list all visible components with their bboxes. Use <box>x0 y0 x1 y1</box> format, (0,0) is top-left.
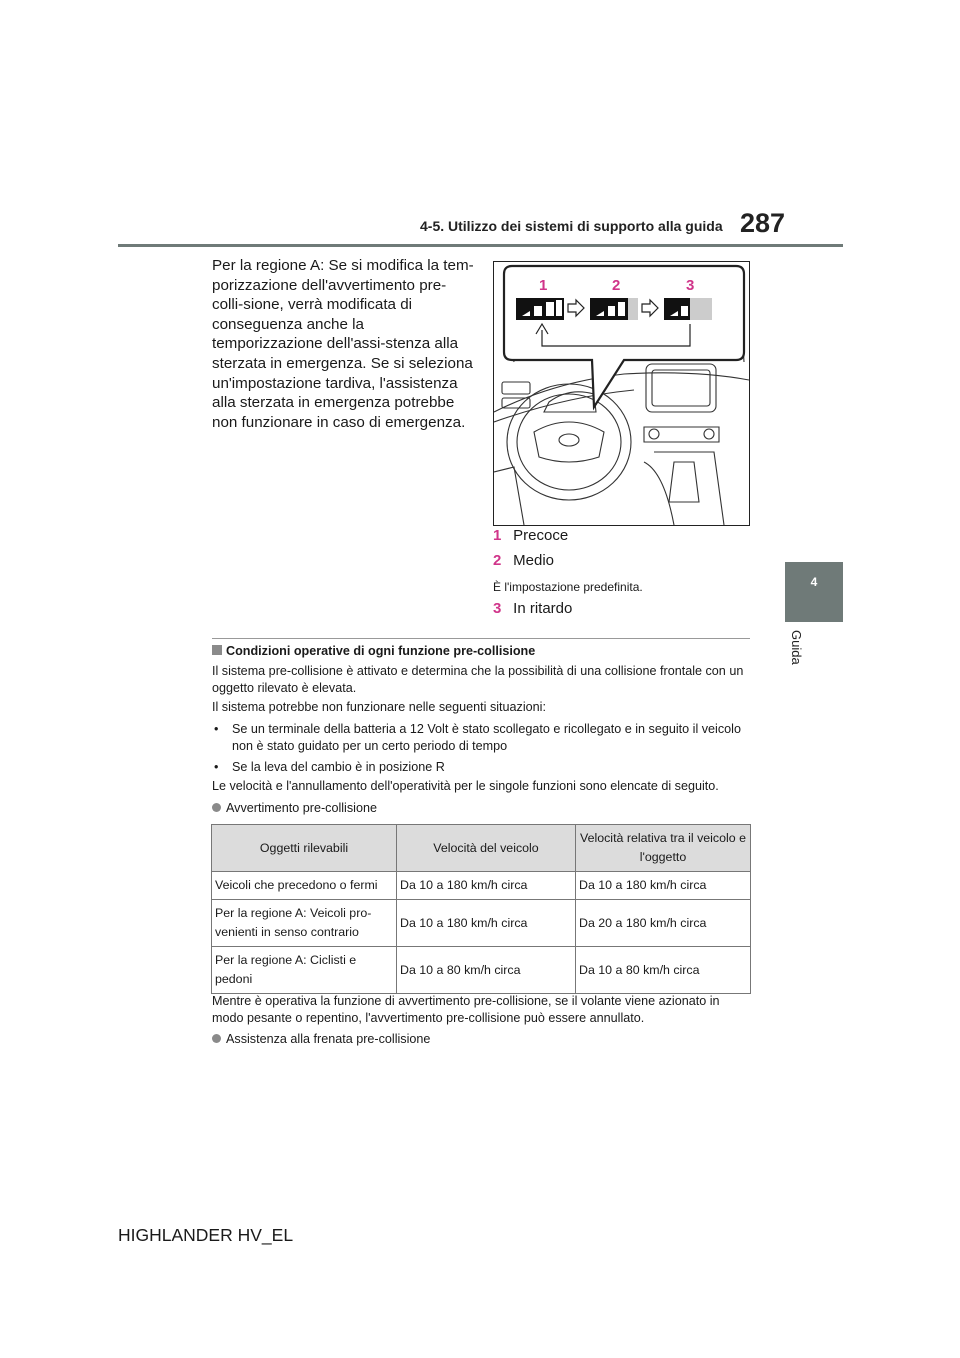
square-bullet-icon <box>212 645 222 655</box>
section-rule <box>212 638 750 639</box>
legend-number: 1 <box>493 527 502 544</box>
legend-number: 2 <box>493 552 502 569</box>
legend-label: Precoce <box>513 527 569 544</box>
table-row <box>212 872 751 900</box>
table-cell: Da 10 a 80 km/h circa <box>576 947 751 994</box>
list-item: • Se un terminale della batteria a 12 Volt è stato scollegato e ricollegato e in seguito il veicolo non è stato guidato per un certo periodo di tempo <box>214 722 741 753</box>
table-row <box>212 947 751 994</box>
table-cell: Da 20 a 180 km/h circa <box>576 900 751 947</box>
table-cell: Da 10 a 80 km/h circa <box>397 947 576 994</box>
speed-table <box>211 824 751 994</box>
legend-number: 3 <box>493 600 502 617</box>
subheading <box>212 801 377 815</box>
illustration-label-1: 1 <box>539 277 548 294</box>
chapter-tab <box>785 562 843 622</box>
circle-bullet-icon <box>212 1034 221 1043</box>
page-number: 287 <box>740 208 786 238</box>
table-header: Oggetti rilevabili <box>212 825 397 872</box>
table-cell: Per la regione A: Ciclisti e pedoni <box>212 947 397 994</box>
timing-indicator-3 <box>664 298 712 320</box>
table-cell: Da 10 a 180 km/h circa <box>397 872 576 900</box>
chapter-tab-number: 4 <box>810 575 818 589</box>
list-item: • Se la leva del cambio è in posizione R <box>214 760 445 774</box>
section-title <box>212 644 535 658</box>
legend-label: In ritardo <box>513 600 573 617</box>
table-row <box>212 900 751 947</box>
table-header: Velocità relativa tra il veicolo e l'oggetto <box>576 825 751 872</box>
table-cell: Per la regione A: Veicoli pro-venienti in senso contrario <box>212 900 397 947</box>
paragraph: Mentre è operativa la funzione di avvertimento pre-collisione, se il volante viene azionato in modo pesante o repentino, l'avvertimento pre-collisione può essere annullato. <box>212 994 720 1025</box>
paragraph: Il sistema pre-collisione è attivato e determina che la possibilità di una collisione frontale con un oggetto rilevato è elevata. <box>212 664 744 695</box>
illustration-label-2: 2 <box>612 277 621 294</box>
intro-paragraph: Per la regione A: Se si modifica la tem-porizzazione dell'avvertimento pre-colli-sione, verrà modificata di conseguenza anche la temporizzazione dell'assi-stenza alla sterzata in emergenza. Se si seleziona un'impostazione tardiva, l'assistenza alla sterzata in emergenza potrebbe non funzionare in caso di emergenza. <box>212 257 474 431</box>
legend-item <box>493 552 554 569</box>
paragraph: Le velocità e l'annullamento dell'operatività per le singole funzioni sono elencate di seguito. <box>212 779 719 793</box>
table-header: Velocità del veicolo <box>397 825 576 872</box>
footer-model: HIGHLANDER HV_EL <box>118 1225 294 1245</box>
table-cell: Da 10 a 180 km/h circa <box>397 900 576 947</box>
table-cell: Veicoli che precedono o fermi <box>212 872 397 900</box>
table-header-row <box>212 825 751 872</box>
subheading-text: Assistenza alla frenata pre-collisione <box>226 1032 431 1046</box>
chapter-label: Guida <box>789 630 804 665</box>
legend-item <box>493 527 568 544</box>
paragraph: Il sistema potrebbe non funzionare nelle seguenti situazioni: <box>212 700 546 714</box>
timing-indicator-1 <box>516 298 564 320</box>
timing-indicator-2 <box>590 298 638 320</box>
list-item-text: Se la leva del cambio è in posizione R <box>232 760 445 774</box>
dashboard-illustration <box>493 261 750 526</box>
dashboard-drawing <box>494 262 749 525</box>
circle-bullet-icon <box>212 803 221 812</box>
legend-label: Medio <box>513 552 555 569</box>
legend-item <box>493 600 572 617</box>
header-section-title: 4-5. Utilizzo dei sistemi di supporto alla guida <box>420 218 723 234</box>
subheading-text: Avvertimento pre-collisione <box>226 801 377 815</box>
header-rule <box>118 244 843 247</box>
table-cell: Da 10 a 180 km/h circa <box>576 872 751 900</box>
section-title-text: Condizioni operative di ogni funzione pre-collisione <box>226 644 536 658</box>
legend-note: È l'impostazione predefinita. <box>493 580 643 594</box>
list-item-text: Se un terminale della batteria a 12 Volt è stato scollegato e ricollegato e in seguito il veicolo non è stato guidato per un certo periodo di tempo <box>232 722 741 753</box>
subheading <box>212 1032 430 1046</box>
illustration-label-3: 3 <box>686 277 695 294</box>
